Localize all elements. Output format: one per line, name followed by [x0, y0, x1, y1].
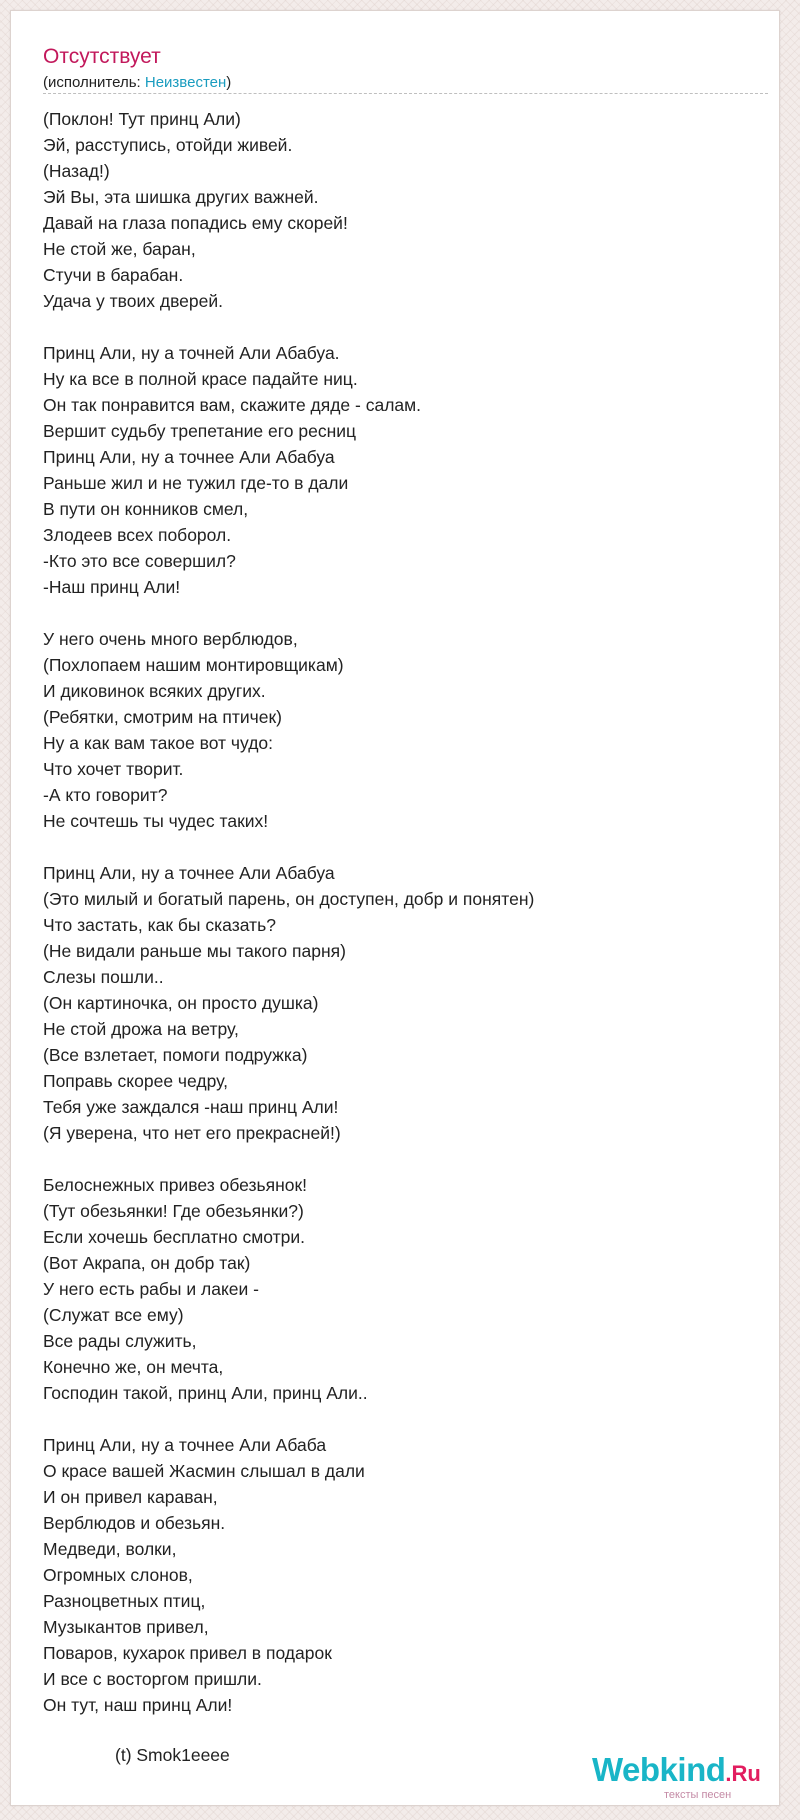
lyrics-stanza — [43, 106, 763, 314]
lyrics-stanza — [43, 340, 763, 600]
lyric-line: И диковинок всяких других. — [43, 681, 266, 701]
performer-prefix: (исполнитель: — [43, 74, 145, 91]
lyric-line: (Он картиночка, он просто душка) — [43, 993, 319, 1013]
lyric-line: Раньше жил и не тужил где-то в дали — [43, 473, 349, 493]
lyric-line: Принц Али, ну а точнее Али Абабуа — [43, 447, 335, 467]
lyric-line: И он привел караван, — [43, 1487, 218, 1507]
lyric-line: Слезы пошли.. — [43, 967, 164, 987]
lyric-line: Не стой же, баран, — [43, 239, 196, 259]
song-title: Отсутствует — [43, 45, 161, 68]
lyric-line: У него есть рабы и лакеи - — [43, 1279, 260, 1299]
lyric-line: Что застать, как бы сказать? — [43, 915, 276, 935]
lyric-line: Что хочет творит. — [43, 759, 184, 779]
lyric-line: Не сочтешь ты чудес таких! — [43, 811, 269, 831]
lyric-line: Музыкантов привел, — [43, 1617, 209, 1637]
lyric-line: Разноцветных птиц, — [43, 1591, 206, 1611]
lyric-line: Медведи, волки, — [43, 1539, 177, 1559]
lyric-line: -А кто говорит? — [43, 785, 168, 805]
lyric-line: (Назад!) — [43, 161, 110, 181]
lyric-line: (Не видали раньше мы такого парня) — [43, 941, 346, 961]
lyric-line: Эй Вы, эта шишка других важней. — [43, 187, 319, 207]
lyrics-stanza — [43, 1432, 763, 1718]
lyric-line: (Похлопаем нашим монтировщикам) — [43, 655, 344, 675]
lyric-line: И все с восторгом пришли. — [43, 1669, 262, 1689]
lyric-line: Господин такой, принц Али, принц Али.. — [43, 1383, 368, 1403]
lyric-line: (Ребятки, смотрим на птичек) — [43, 707, 282, 727]
lyric-line: Поваров, кухарок привел в подарок — [43, 1643, 332, 1663]
lyric-line: Белоснежных привез обезьянок! — [43, 1175, 308, 1195]
lyric-line: У него очень много верблюдов, — [43, 629, 298, 649]
lyric-line: Все рады служить, — [43, 1331, 197, 1351]
lyric-line: Эй, расступись, отойди живей. — [43, 135, 293, 155]
lyric-line: Поправь скорее чедру, — [43, 1071, 228, 1091]
title-divider — [43, 93, 768, 94]
lyric-line: (Служат все ему) — [43, 1305, 184, 1325]
lyric-line: -Кто это все совершил? — [43, 551, 236, 571]
lyric-line: Не стой дрожа на ветру, — [43, 1019, 239, 1039]
lyric-line: (Это милый и богатый парень, он доступен, добр и понятен) — [43, 889, 535, 909]
lyric-line: (Все взлетает, помоги подружка) — [43, 1045, 308, 1065]
lyric-line: О красе вашей Жасмин слышал в дали — [43, 1461, 365, 1481]
lyric-line: (Вот Акрапа, он добр так) — [43, 1253, 251, 1273]
lyric-line: (Я уверена, что нет его прекрасней!) — [43, 1123, 341, 1143]
lyric-line: Давай на глаза попадись ему скорей! — [43, 213, 348, 233]
lyric-line: Конечно же, он мечта, — [43, 1357, 224, 1377]
lyric-line: В пути он конников смел, — [43, 499, 249, 519]
lyric-line: (Поклон! Тут принц Али) — [43, 109, 241, 129]
lyrics-stanza — [43, 626, 763, 834]
lyric-line: Огромных слонов, — [43, 1565, 193, 1585]
logo-word: Webkind — [592, 1751, 726, 1788]
lyric-line: Он тут, наш принц Али! — [43, 1695, 233, 1715]
lyric-line: Если хочешь бесплатно смотри. — [43, 1227, 305, 1247]
site-logo[interactable] — [592, 1753, 792, 1813]
logo-tld: .Ru — [725, 1761, 761, 1786]
lyrics-body — [43, 106, 763, 1744]
credit-text: (t) Smok1eeee — [115, 1745, 230, 1765]
lyrics-card — [10, 10, 780, 1806]
lyric-line: Принц Али, ну а точнее Али Абаба — [43, 1435, 327, 1455]
lyric-line: Ну ка все в полной красе падайте ниц. — [43, 369, 358, 389]
lyric-line: Тебя уже заждался -наш принц Али! — [43, 1097, 339, 1117]
lyric-line: Принц Али, ну а точней Али Абабуа. — [43, 343, 340, 363]
lyric-line: Принц Али, ну а точнее Али Абабуа — [43, 863, 335, 883]
performer-suffix: ) — [226, 74, 232, 91]
lyric-line: Он так понравится вам, скажите дяде - салам. — [43, 395, 422, 415]
lyric-line: Вершит судьбу трепетание его ресниц — [43, 421, 357, 441]
lyric-line: Ну а как вам такое вот чудо: — [43, 733, 274, 753]
logo-tagline: тексты песен — [664, 1789, 732, 1801]
lyric-line: Злодеев всех поборол. — [43, 525, 232, 545]
performer-link[interactable]: Неизвестен — [144, 74, 227, 91]
lyric-line: Удача у твоих дверей. — [43, 291, 224, 311]
lyric-line: Верблюдов и обезьян. — [43, 1513, 226, 1533]
lyrics-stanza — [43, 860, 763, 1146]
lyric-line: (Тут обезьянки! Где обезьянки?) — [43, 1201, 304, 1221]
lyric-line: Стучи в барабан. — [43, 265, 184, 285]
performer-line — [43, 74, 231, 91]
lyrics-stanza — [43, 1172, 763, 1406]
lyric-line: -Наш принц Али! — [43, 577, 181, 597]
